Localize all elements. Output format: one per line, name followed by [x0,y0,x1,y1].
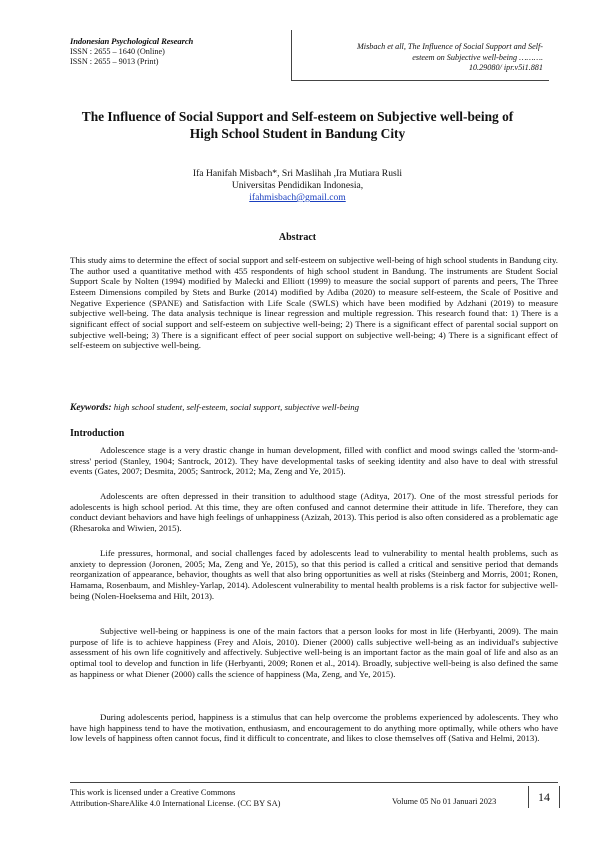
abstract-heading: Abstract [278,232,317,243]
affiliation: Universitas Pendidikan Indonesia, [231,180,364,191]
running-citation [293,42,543,74]
keywords-label: Keywords: [70,402,112,413]
intro-paragraph: Adolescents are often depressed in their transition to adulthood stage (Aditya, 2017). One of the most stressful periods for adolescents is high school period. At this time, they are often confused and cannot determine their attitude in life. Therefore, they can conduct deviant behaviors and have high feelings of unhappiness (Azizah, 2013). This period is also often considered as a problematic age (Rhesaroka and Wiwien, 2015). [70,491,558,533]
keywords [70,402,550,413]
intro-paragraph: Subjective well-being or happiness is one of the main factors that a person looks for most in life (Herbyanti, 2009). The main purpose of life is to achieve happiness (Frey and Alois, 2010). Diener (2000) calls subjective well-being as an individual's subjective assessment of his own life cognitively and affectively. Subjective well-being is an important factor as the main goal of life and also as an optimal tool to develop and function in life (Herbyanti, 2009; Ronen et al., 2014). Broadly, subjective well-being is also defined the same as happiness or what Diener (2000) calls the science of happiness (Ma, Zeng, and Ye, 2015). [70,626,558,679]
license-notice [70,787,280,809]
journal-name: Indonesian Psychological Research [70,36,194,46]
page-number [528,786,560,808]
issn-online: ISSN : 2655 – 1640 (Online) [70,47,165,56]
citation-line: Misbach et all, The Influence of Social Support and Self- [356,42,543,51]
abstract-body: This study aims to determine the effect of social support and self-esteem on subjective well-being of high school students in Bandung city. The author used a quantitative method with 455 respondents of high school student in Bandung. The instruments are Student Social Support Scale by Nolten (1994) modified by Malecki and Elliott (1999) to measure the social support of parents and peers, The Three Esteem Dimensions compiled by Stets and Burke (2014) modified by Adiba (2020) to measure self-esteem, the Scale of Positive and Negative Experience (SPANE) and Satisfaction with Life Scale (SWLS) which have been modified by Adzhani (2019) to measure subjective well-being. The data analysis technique is linear regression and multiple regression. This research found that: 1) There is a significant effect of social support and self-esteem on subjective well-being; 2) There is a significant effect of parental social support on subjective well-being; 3) There is a significant effect of peer social support on subjective well-being; 4) There is a significant effect of self-esteem on subjective well-being. [70,255,558,351]
intro-paragraph: Life pressures, hormonal, and social challenges faced by adolescents lead to vulnerability to mental health problems, such as anxiety to depression (Joronen, 2005; Ma, Zeng and Ye, 2015), so that this period is called a critical and sensitive period that demands reorganization of appearance, behavior, thoughts as well that also bring opportunities as well at risks (Steinberg and Morris, 2001; Ronen, Hamama, Rosenbaum, and Mishley-Yarlap, 2014). Adolescent vulnerability to mental health problems is a risk factor for subjective well-being (Nolen-Hoeksema and Hilt, 2013). [70,548,558,601]
author-email-link[interactable]: ifahmisbach@gmail.com [249,192,346,203]
issn-print: ISSN : 2655 – 9013 (Print) [70,57,159,66]
license-line: This work is licensed under a Creative Commons [70,788,236,797]
intro-paragraph: During adolescents period, happiness is a stimulus that can help overcome the problems experienced by adolescents. They who have high happiness tend to have the motivation, enthusiasm, and encouragement to do anything more optimally, while others who have low levels of happiness often cannot focus, find it difficult to concentrate, and likes to close themselves off (Sativa and Helmi, 2013). [70,712,558,744]
authors: Ifa Hanifah Misbach*, Sri Maslihah ,Ira Mutiara Rusli [192,168,403,179]
paper-title [60,109,535,142]
keywords-list: high school student, self-esteem, social support, subjective well-being [111,402,360,412]
license-line: Attribution-ShareAlike 4.0 International License. (CC BY SA) [70,799,281,808]
title-line: High School Student in Bandung City [189,125,406,141]
page-number-text: 14 [538,789,550,804]
title-line: The Influence of Social Support and Self-esteem on Subjective well-being of [81,109,514,124]
header-divider-vertical [291,30,292,80]
doi-line: 10.29080/ ipr.v5i1.881 [468,63,543,73]
citation-line: esteem on Subjective well-being ………. [412,52,543,62]
volume-info: Volume 05 No 01 Januari 2023 [392,797,497,806]
header-divider-horizontal [291,80,549,81]
introduction-heading: Introduction [70,428,125,439]
footer-divider [70,782,558,783]
intro-paragraph: Adolescence stage is a very drastic change in human development, filled with conflict and mood swings called the 'storm-and-stress' period (Stanley, 1904; Santrock, 2012). They have developmental tasks of seeking identity and also have to deal with stressful events (Gates, 2007; Desmita, 2005; Santrock, 2012; Ma, Zeng and Ye, 2015). [70,445,558,477]
